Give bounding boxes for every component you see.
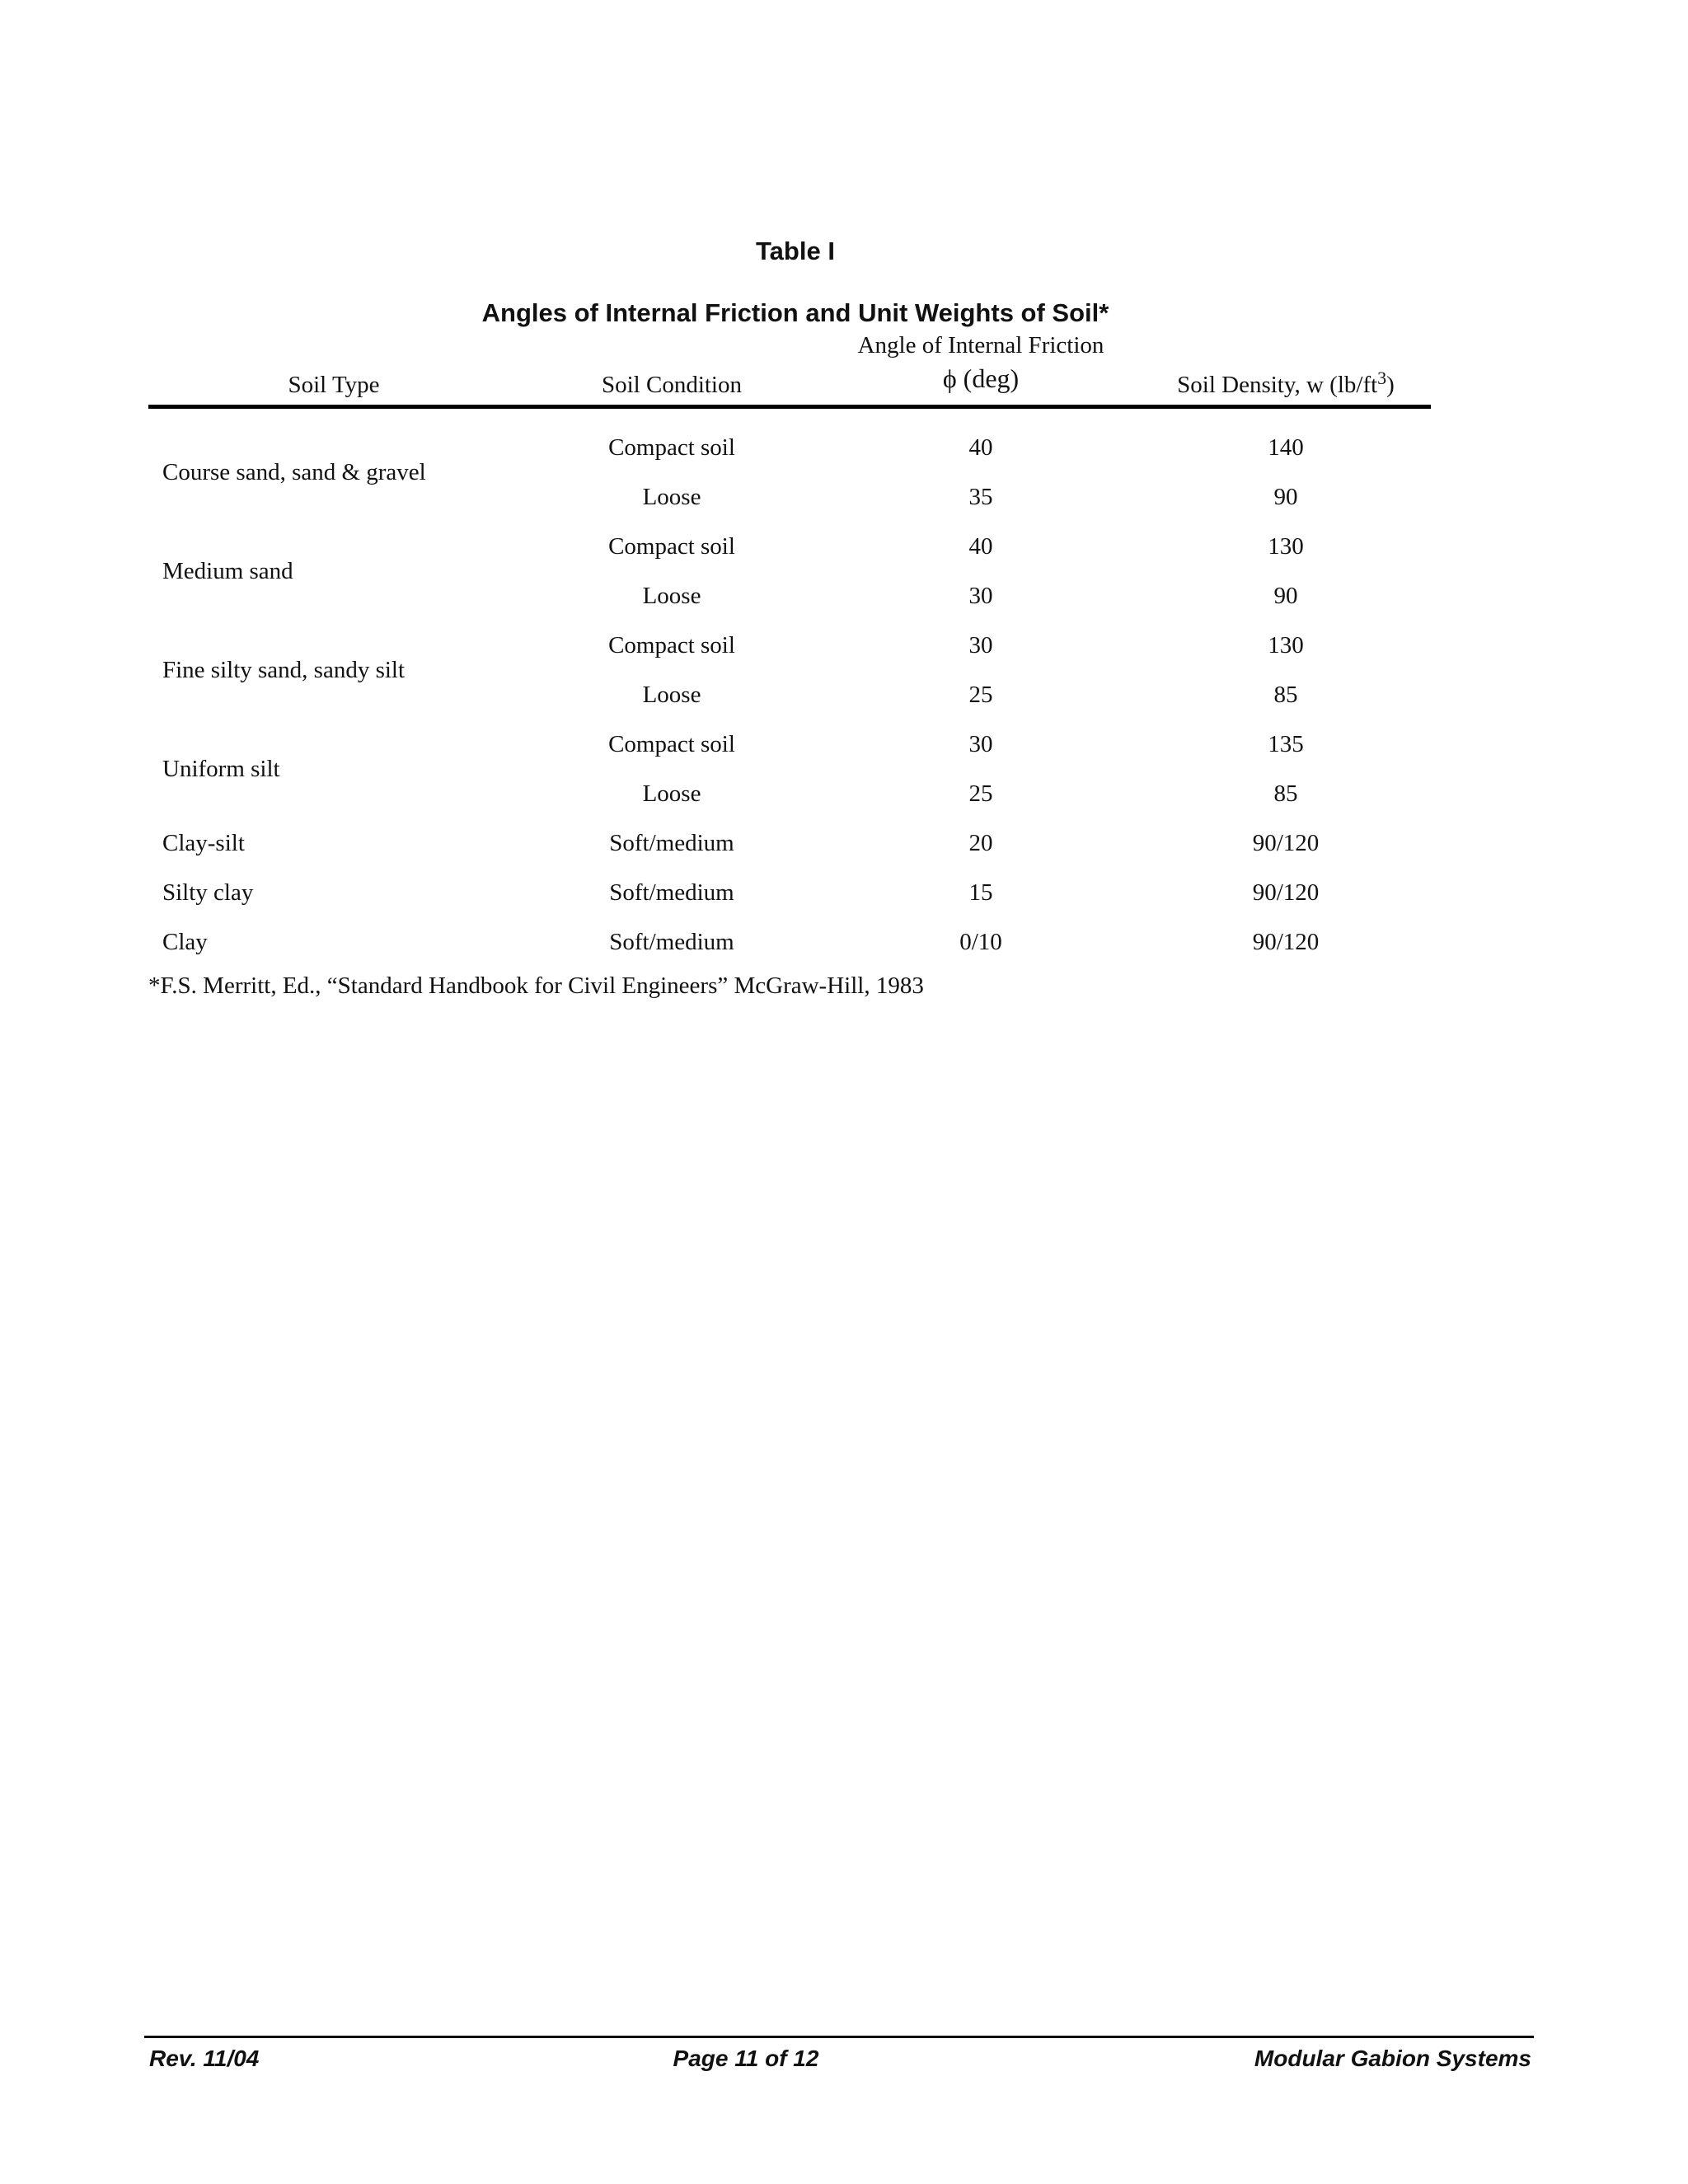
table-row bbox=[0, 621, 1688, 670]
table-group bbox=[0, 522, 1688, 621]
density-cell: 90 bbox=[1273, 484, 1298, 510]
header-soil-density bbox=[1096, 368, 1475, 399]
density-cell: 140 bbox=[1268, 434, 1304, 461]
condition-cell: Compact soil bbox=[608, 434, 735, 461]
header-density-exponent: 3 bbox=[1377, 368, 1387, 388]
header-density-close: ) bbox=[1386, 372, 1395, 398]
soil-type-cell: Course sand, sand & gravel bbox=[162, 459, 426, 485]
table-group bbox=[0, 719, 1688, 818]
density-cell: 90/120 bbox=[1252, 929, 1320, 955]
table-row bbox=[0, 670, 1688, 719]
table-row bbox=[0, 769, 1688, 818]
condition-cell: Soft/medium bbox=[609, 879, 734, 906]
density-cell: 90/120 bbox=[1252, 879, 1320, 906]
angle-cell: 0/10 bbox=[959, 929, 1002, 955]
footer-page-number: Page 11 of 12 bbox=[673, 2046, 819, 2071]
condition-cell: Compact soil bbox=[608, 632, 735, 658]
table-title: Angles of Internal Friction and Unit Weights of Soil* bbox=[481, 298, 1109, 327]
condition-cell: Compact soil bbox=[608, 533, 735, 560]
footer-revision: Rev. 11/04 bbox=[149, 2046, 260, 2071]
footer-rule bbox=[144, 2036, 1534, 2038]
table-row bbox=[0, 917, 1688, 967]
angle-cell: 40 bbox=[968, 533, 993, 560]
angle-cell: 35 bbox=[968, 484, 993, 510]
soil-type-cell: Silty clay bbox=[162, 879, 254, 906]
table-row bbox=[0, 719, 1688, 769]
angle-cell: 40 bbox=[968, 434, 993, 461]
angle-cell: 20 bbox=[968, 830, 993, 856]
condition-cell: Loose bbox=[642, 682, 701, 708]
angle-cell: 30 bbox=[968, 583, 993, 609]
angle-cell: 15 bbox=[968, 879, 993, 906]
condition-cell: Compact soil bbox=[608, 731, 735, 757]
header-soil-condition: Soil Condition bbox=[601, 372, 742, 398]
table-row bbox=[0, 423, 1688, 472]
table-row bbox=[0, 472, 1688, 522]
density-cell: 85 bbox=[1273, 780, 1298, 807]
header-angle-line1: Angle of Internal Friction bbox=[857, 332, 1104, 359]
soil-type-cell: Medium sand bbox=[162, 558, 293, 584]
footer-company: Modular Gabion Systems bbox=[1254, 2046, 1531, 2071]
density-cell: 90 bbox=[1273, 583, 1298, 609]
density-cell: 85 bbox=[1273, 682, 1298, 708]
condition-cell: Loose bbox=[642, 583, 701, 609]
table-row bbox=[0, 522, 1688, 571]
density-cell: 90/120 bbox=[1252, 830, 1320, 856]
condition-cell: Loose bbox=[642, 484, 701, 510]
table-row bbox=[0, 868, 1688, 917]
angle-cell: 25 bbox=[968, 780, 993, 807]
condition-cell: Loose bbox=[642, 780, 701, 807]
density-cell: 130 bbox=[1268, 632, 1304, 658]
angle-cell: 30 bbox=[968, 632, 993, 658]
table-row bbox=[0, 818, 1688, 868]
table-row bbox=[0, 571, 1688, 621]
header-angle-line2: ϕ (deg) bbox=[942, 363, 1020, 393]
table-footnote: *F.S. Merritt, Ed., “Standard Handbook for Civil Engineers” McGraw-Hill, 1983 bbox=[148, 972, 924, 999]
angle-cell: 30 bbox=[968, 731, 993, 757]
condition-cell: Soft/medium bbox=[609, 830, 734, 856]
table-group bbox=[0, 423, 1688, 522]
header-rule bbox=[148, 405, 1431, 409]
table-label: Table I bbox=[756, 237, 835, 265]
soil-type-cell: Fine silty sand, sandy silt bbox=[162, 657, 406, 683]
soil-type-cell: Clay-silt bbox=[162, 830, 245, 856]
table-group bbox=[0, 621, 1688, 719]
header-density-text: Soil Density, w (lb/ft bbox=[1177, 372, 1378, 398]
condition-cell: Soft/medium bbox=[609, 929, 734, 955]
density-cell: 135 bbox=[1268, 731, 1304, 757]
soil-type-cell: Uniform silt bbox=[162, 756, 280, 782]
header-soil-type: Soil Type bbox=[288, 372, 380, 398]
angle-cell: 25 bbox=[968, 682, 993, 708]
soil-type-cell: Clay bbox=[162, 929, 208, 955]
table-body bbox=[0, 423, 1688, 967]
density-cell: 130 bbox=[1268, 533, 1304, 560]
